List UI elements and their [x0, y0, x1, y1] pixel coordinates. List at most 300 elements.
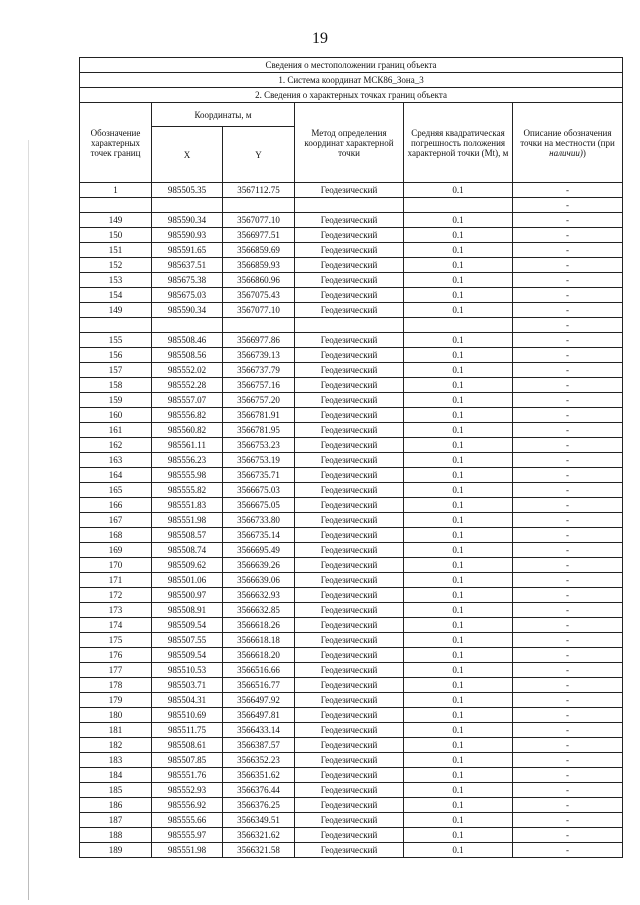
y-coordinate-cell: 3566739.13	[223, 348, 295, 363]
x-coordinate-cell: 985551.76	[152, 768, 223, 783]
x-coordinate-cell: 985551.83	[152, 498, 223, 513]
y-coordinate-cell: 3566781.91	[223, 408, 295, 423]
description-cell: -	[513, 513, 623, 528]
error-cell: 0.1	[404, 708, 513, 723]
table-row	[80, 498, 623, 513]
method-cell: Геодезический	[295, 513, 404, 528]
x-coordinate-cell: 985508.57	[152, 528, 223, 543]
error-cell	[404, 318, 513, 333]
y-coordinate-cell: 3566376.44	[223, 783, 295, 798]
table-row	[80, 768, 623, 783]
method-cell: Геодезический	[295, 663, 404, 678]
method-cell: Геодезический	[295, 633, 404, 648]
error-cell	[404, 198, 513, 213]
y-coordinate-cell: 3567075.43	[223, 288, 295, 303]
point-number-cell: 152	[80, 258, 152, 273]
section-title: 2. Сведения о характерных точках границ объекта	[80, 88, 623, 103]
x-coordinate-cell: 985551.98	[152, 843, 223, 858]
x-coordinate-cell: 985509.54	[152, 648, 223, 663]
description-cell: -	[513, 378, 623, 393]
y-coordinate-cell: 3566351.62	[223, 768, 295, 783]
description-cell: -	[513, 753, 623, 768]
x-coordinate-cell: 985556.82	[152, 408, 223, 423]
x-coordinate-cell: 985675.03	[152, 288, 223, 303]
x-coordinate-cell: 985501.06	[152, 573, 223, 588]
method-cell: Геодезический	[295, 303, 404, 318]
y-coordinate-cell: 3566387.57	[223, 738, 295, 753]
table-row	[80, 198, 623, 213]
y-coordinate-cell: 3567077.10	[223, 213, 295, 228]
x-coordinate-cell: 985552.28	[152, 378, 223, 393]
table-row	[80, 573, 623, 588]
x-coordinate-cell	[152, 318, 223, 333]
description-cell: -	[513, 813, 623, 828]
method-cell: Геодезический	[295, 678, 404, 693]
error-cell: 0.1	[404, 183, 513, 198]
method-cell: Геодезический	[295, 438, 404, 453]
description-cell: -	[513, 618, 623, 633]
error-cell: 0.1	[404, 303, 513, 318]
point-number-cell: 161	[80, 423, 152, 438]
method-cell: Геодезический	[295, 693, 404, 708]
point-number-cell: 188	[80, 828, 152, 843]
table-row	[80, 558, 623, 573]
table-row	[80, 543, 623, 558]
x-coordinate-cell: 985505.35	[152, 183, 223, 198]
error-cell: 0.1	[404, 618, 513, 633]
table-row	[80, 828, 623, 843]
y-coordinate-cell: 3566977.51	[223, 228, 295, 243]
scan-artifact-line	[28, 140, 29, 900]
method-cell: Геодезический	[295, 798, 404, 813]
description-cell: -	[513, 543, 623, 558]
y-coordinate-cell: 3566859.93	[223, 258, 295, 273]
error-cell: 0.1	[404, 393, 513, 408]
point-number-cell: 185	[80, 783, 152, 798]
description-cell: -	[513, 708, 623, 723]
description-cell: -	[513, 438, 623, 453]
method-cell: Геодезический	[295, 618, 404, 633]
description-cell: -	[513, 723, 623, 738]
header-description: Описание обозначения точки на местности (при наличии))	[513, 103, 623, 183]
table-row	[80, 483, 623, 498]
description-cell: -	[513, 303, 623, 318]
y-coordinate-cell: 3566433.14	[223, 723, 295, 738]
point-number-cell: 187	[80, 813, 152, 828]
point-number-cell: 175	[80, 633, 152, 648]
point-number-cell: 155	[80, 333, 152, 348]
description-cell: -	[513, 348, 623, 363]
table-row	[80, 753, 623, 768]
x-coordinate-cell: 985508.61	[152, 738, 223, 753]
description-cell: -	[513, 588, 623, 603]
table-row	[80, 678, 623, 693]
point-number-cell: 183	[80, 753, 152, 768]
y-coordinate-cell: 3566618.20	[223, 648, 295, 663]
error-cell: 0.1	[404, 483, 513, 498]
table-row	[80, 213, 623, 228]
y-coordinate-cell: 3566753.19	[223, 453, 295, 468]
point-number-cell: 169	[80, 543, 152, 558]
method-cell: Геодезический	[295, 393, 404, 408]
point-number-cell: 173	[80, 603, 152, 618]
method-cell: Геодезический	[295, 498, 404, 513]
table-row	[80, 408, 623, 423]
error-cell: 0.1	[404, 528, 513, 543]
x-coordinate-cell: 985675.38	[152, 273, 223, 288]
table-row	[80, 708, 623, 723]
y-coordinate-cell: 3566618.18	[223, 633, 295, 648]
header-x: X	[152, 127, 223, 183]
method-cell: Геодезический	[295, 588, 404, 603]
y-coordinate-cell: 3566977.86	[223, 333, 295, 348]
point-number-cell: 1	[80, 183, 152, 198]
point-number-cell: 181	[80, 723, 152, 738]
y-coordinate-cell: 3566695.49	[223, 543, 295, 558]
error-cell: 0.1	[404, 543, 513, 558]
y-coordinate-cell: 3566675.05	[223, 498, 295, 513]
point-number-cell: 156	[80, 348, 152, 363]
table-row	[80, 693, 623, 708]
error-cell: 0.1	[404, 768, 513, 783]
y-coordinate-cell: 3566753.23	[223, 438, 295, 453]
error-cell: 0.1	[404, 423, 513, 438]
y-coordinate-cell: 3566735.71	[223, 468, 295, 483]
y-coordinate-cell: 3566618.26	[223, 618, 295, 633]
x-coordinate-cell: 985551.98	[152, 513, 223, 528]
table-row	[80, 723, 623, 738]
description-cell: -	[513, 558, 623, 573]
description-cell: -	[513, 693, 623, 708]
table-row	[80, 513, 623, 528]
table-row	[80, 738, 623, 753]
y-coordinate-cell: 3566757.16	[223, 378, 295, 393]
method-cell: Геодезический	[295, 183, 404, 198]
point-number-cell: 160	[80, 408, 152, 423]
error-cell: 0.1	[404, 288, 513, 303]
error-cell: 0.1	[404, 753, 513, 768]
error-cell: 0.1	[404, 633, 513, 648]
table-row	[80, 348, 623, 363]
error-cell: 0.1	[404, 378, 513, 393]
error-cell: 0.1	[404, 663, 513, 678]
point-number-cell: 151	[80, 243, 152, 258]
point-number-cell: 166	[80, 498, 152, 513]
method-cell: Геодезический	[295, 723, 404, 738]
table-row	[80, 663, 623, 678]
y-coordinate-cell: 3566516.77	[223, 678, 295, 693]
x-coordinate-cell: 985508.46	[152, 333, 223, 348]
method-cell: Геодезический	[295, 528, 404, 543]
table-row	[80, 648, 623, 663]
error-cell: 0.1	[404, 693, 513, 708]
header-coordinates: Координаты, м	[152, 103, 295, 127]
point-number-cell: 180	[80, 708, 152, 723]
x-coordinate-cell: 985590.93	[152, 228, 223, 243]
description-cell: -	[513, 453, 623, 468]
description-cell: -	[513, 243, 623, 258]
error-cell: 0.1	[404, 738, 513, 753]
description-cell: -	[513, 528, 623, 543]
error-cell: 0.1	[404, 363, 513, 378]
boundary-points-table	[79, 57, 623, 858]
table-row	[80, 603, 623, 618]
y-coordinate-cell: 3567077.10	[223, 303, 295, 318]
method-cell: Геодезический	[295, 453, 404, 468]
y-coordinate-cell: 3566516.66	[223, 663, 295, 678]
description-cell: -	[513, 198, 623, 213]
method-cell: Геодезический	[295, 258, 404, 273]
x-coordinate-cell: 985503.71	[152, 678, 223, 693]
method-cell: Геодезический	[295, 558, 404, 573]
error-cell: 0.1	[404, 783, 513, 798]
method-cell: Геодезический	[295, 543, 404, 558]
description-cell: -	[513, 183, 623, 198]
x-coordinate-cell: 985561.11	[152, 438, 223, 453]
method-cell: Геодезический	[295, 408, 404, 423]
x-coordinate-cell: 985556.23	[152, 453, 223, 468]
point-number-cell: 174	[80, 618, 152, 633]
x-coordinate-cell: 985509.62	[152, 558, 223, 573]
error-cell: 0.1	[404, 828, 513, 843]
error-cell: 0.1	[404, 648, 513, 663]
error-cell: 0.1	[404, 243, 513, 258]
error-cell: 0.1	[404, 843, 513, 858]
table-row	[80, 183, 623, 198]
method-cell	[295, 318, 404, 333]
point-number-cell: 176	[80, 648, 152, 663]
method-cell: Геодезический	[295, 213, 404, 228]
point-number-cell: 162	[80, 438, 152, 453]
table-row	[80, 618, 623, 633]
point-number-cell	[80, 318, 152, 333]
description-cell: -	[513, 483, 623, 498]
error-cell: 0.1	[404, 333, 513, 348]
x-coordinate-cell: 985590.34	[152, 213, 223, 228]
x-coordinate-cell: 985510.53	[152, 663, 223, 678]
y-coordinate-cell: 3566632.93	[223, 588, 295, 603]
table-row	[80, 318, 623, 333]
point-number-cell: 168	[80, 528, 152, 543]
table-row	[80, 843, 623, 858]
coordinate-system: 1. Система координат МСК86_Зона_3	[80, 73, 623, 88]
method-cell: Геодезический	[295, 423, 404, 438]
method-cell: Геодезический	[295, 843, 404, 858]
method-cell: Геодезический	[295, 468, 404, 483]
description-cell: -	[513, 573, 623, 588]
table-row	[80, 798, 623, 813]
y-coordinate-cell	[223, 318, 295, 333]
method-cell: Геодезический	[295, 483, 404, 498]
method-cell: Геодезический	[295, 753, 404, 768]
error-cell: 0.1	[404, 798, 513, 813]
error-cell: 0.1	[404, 558, 513, 573]
table-row	[80, 813, 623, 828]
point-number-cell: 164	[80, 468, 152, 483]
method-cell: Геодезический	[295, 573, 404, 588]
method-cell: Геодезический	[295, 288, 404, 303]
table-row	[80, 633, 623, 648]
x-coordinate-cell: 985508.91	[152, 603, 223, 618]
table-row	[80, 393, 623, 408]
y-coordinate-cell: 3566860.96	[223, 273, 295, 288]
x-coordinate-cell: 985555.82	[152, 483, 223, 498]
x-coordinate-cell: 985507.85	[152, 753, 223, 768]
point-number-cell: 149	[80, 303, 152, 318]
y-coordinate-cell: 3566781.95	[223, 423, 295, 438]
error-cell: 0.1	[404, 408, 513, 423]
y-coordinate-cell: 3566737.79	[223, 363, 295, 378]
point-number-cell: 157	[80, 363, 152, 378]
x-coordinate-cell: 985591.65	[152, 243, 223, 258]
method-cell: Геодезический	[295, 243, 404, 258]
x-coordinate-cell: 985507.55	[152, 633, 223, 648]
x-coordinate-cell: 985555.66	[152, 813, 223, 828]
point-number-cell: 170	[80, 558, 152, 573]
table-row	[80, 783, 623, 798]
description-cell: -	[513, 678, 623, 693]
method-cell: Геодезический	[295, 828, 404, 843]
error-cell: 0.1	[404, 468, 513, 483]
description-cell: -	[513, 228, 623, 243]
description-cell: -	[513, 738, 623, 753]
table-row	[80, 438, 623, 453]
x-coordinate-cell: 985510.69	[152, 708, 223, 723]
y-coordinate-cell: 3566639.26	[223, 558, 295, 573]
x-coordinate-cell: 985500.97	[152, 588, 223, 603]
error-cell: 0.1	[404, 258, 513, 273]
table-row	[80, 228, 623, 243]
method-cell: Геодезический	[295, 363, 404, 378]
x-coordinate-cell: 985555.97	[152, 828, 223, 843]
y-coordinate-cell: 3566757.20	[223, 393, 295, 408]
header-method: Метод определения координат характерной точки	[295, 103, 404, 183]
description-cell: -	[513, 363, 623, 378]
point-number-cell	[80, 198, 152, 213]
table-row	[80, 588, 623, 603]
y-coordinate-cell: 3566859.69	[223, 243, 295, 258]
x-coordinate-cell: 985552.93	[152, 783, 223, 798]
method-cell: Геодезический	[295, 738, 404, 753]
table-row	[80, 333, 623, 348]
y-coordinate-cell: 3566352.23	[223, 753, 295, 768]
description-cell: -	[513, 843, 623, 858]
table-row	[80, 528, 623, 543]
x-coordinate-cell: 985504.31	[152, 693, 223, 708]
point-number-cell: 178	[80, 678, 152, 693]
method-cell: Геодезический	[295, 708, 404, 723]
y-coordinate-cell: 3566497.81	[223, 708, 295, 723]
table-row	[80, 258, 623, 273]
table-row	[80, 363, 623, 378]
table-row	[80, 243, 623, 258]
x-coordinate-cell: 985508.74	[152, 543, 223, 558]
description-cell: -	[513, 798, 623, 813]
table-row	[80, 423, 623, 438]
error-cell: 0.1	[404, 723, 513, 738]
method-cell: Геодезический	[295, 333, 404, 348]
error-cell: 0.1	[404, 813, 513, 828]
table-row	[80, 378, 623, 393]
point-number-cell: 158	[80, 378, 152, 393]
point-number-cell: 154	[80, 288, 152, 303]
description-cell: -	[513, 768, 623, 783]
description-cell: -	[513, 213, 623, 228]
y-coordinate-cell: 3566321.58	[223, 843, 295, 858]
error-cell: 0.1	[404, 348, 513, 363]
y-coordinate-cell: 3566376.25	[223, 798, 295, 813]
table-row	[80, 273, 623, 288]
y-coordinate-cell: 3566639.06	[223, 573, 295, 588]
x-coordinate-cell: 985560.82	[152, 423, 223, 438]
description-cell: -	[513, 663, 623, 678]
y-coordinate-cell: 3566321.62	[223, 828, 295, 843]
y-coordinate-cell: 3566632.85	[223, 603, 295, 618]
error-cell: 0.1	[404, 513, 513, 528]
y-coordinate-cell: 3566675.03	[223, 483, 295, 498]
x-coordinate-cell: 985556.92	[152, 798, 223, 813]
table-row	[80, 303, 623, 318]
table-title: Сведения о местоположении границ объекта	[80, 58, 623, 73]
page-number: 19	[312, 30, 328, 47]
x-coordinate-cell: 985590.34	[152, 303, 223, 318]
method-cell: Геодезический	[295, 813, 404, 828]
error-cell: 0.1	[404, 273, 513, 288]
description-cell: -	[513, 333, 623, 348]
point-number-cell: 171	[80, 573, 152, 588]
point-number-cell: 149	[80, 213, 152, 228]
header-description-text: Описание обозначения точки на местности (при	[520, 127, 615, 148]
table-row	[80, 468, 623, 483]
y-coordinate-cell	[223, 198, 295, 213]
point-number-cell: 159	[80, 393, 152, 408]
description-cell: -	[513, 393, 623, 408]
error-cell: 0.1	[404, 498, 513, 513]
point-number-cell: 186	[80, 798, 152, 813]
y-coordinate-cell: 3566733.80	[223, 513, 295, 528]
y-coordinate-cell: 3566497.92	[223, 693, 295, 708]
error-cell: 0.1	[404, 603, 513, 618]
point-number-cell: 163	[80, 453, 152, 468]
point-number-cell: 150	[80, 228, 152, 243]
x-coordinate-cell: 985555.98	[152, 468, 223, 483]
method-cell: Геодезический	[295, 603, 404, 618]
x-coordinate-cell: 985511.75	[152, 723, 223, 738]
point-number-cell: 184	[80, 768, 152, 783]
error-cell: 0.1	[404, 228, 513, 243]
description-cell: -	[513, 258, 623, 273]
y-coordinate-cell: 3566735.14	[223, 528, 295, 543]
header-designation: Обозначение характерных точек границ	[80, 103, 152, 183]
method-cell: Геодезический	[295, 378, 404, 393]
error-cell: 0.1	[404, 438, 513, 453]
x-coordinate-cell: 985509.54	[152, 618, 223, 633]
description-cell: -	[513, 828, 623, 843]
method-cell: Геодезический	[295, 768, 404, 783]
point-number-cell: 167	[80, 513, 152, 528]
error-cell: 0.1	[404, 573, 513, 588]
point-number-cell: 179	[80, 693, 152, 708]
table-row	[80, 288, 623, 303]
description-cell: -	[513, 468, 623, 483]
y-coordinate-cell: 3567112.75	[223, 183, 295, 198]
description-cell: -	[513, 603, 623, 618]
description-cell: -	[513, 423, 623, 438]
table-row	[80, 453, 623, 468]
description-cell: -	[513, 498, 623, 513]
header-error: Средняя квадратическая погрешность положения характерной точки (Mt), м	[404, 103, 513, 183]
point-number-cell: 177	[80, 663, 152, 678]
